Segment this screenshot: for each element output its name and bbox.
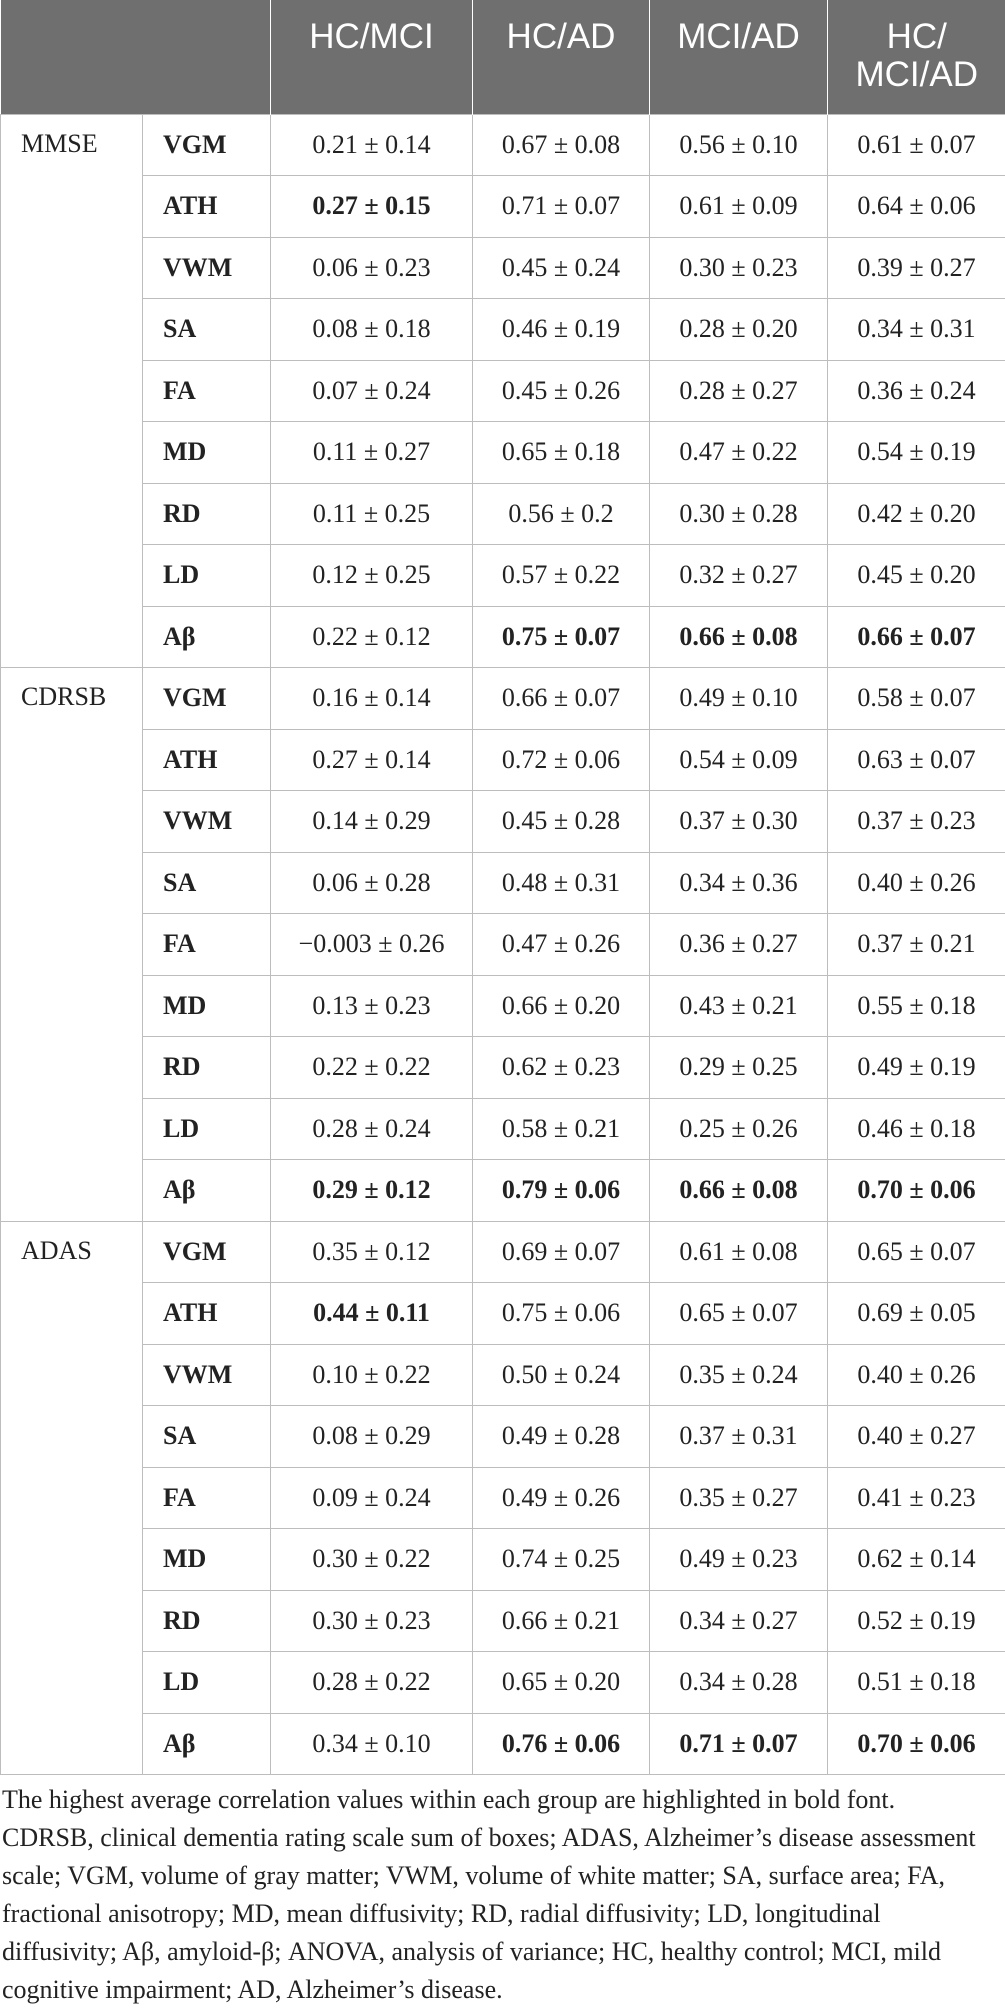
value-cell: 0.35 ± 0.27 [650, 1467, 828, 1529]
value-cell: 0.66 ± 0.07 [828, 606, 1005, 668]
table-row [1, 1344, 1005, 1406]
value-cell: 0.36 ± 0.24 [828, 360, 1005, 422]
value-cell: 0.75 ± 0.07 [473, 606, 650, 668]
scale-label: MMSE [1, 114, 143, 668]
metric-label: LD [143, 545, 271, 607]
metric-label: SA [143, 299, 271, 361]
value-cell: 0.71 ± 0.07 [473, 176, 650, 238]
table-row [1, 914, 1005, 976]
table-row [1, 606, 1005, 668]
table-row [1, 422, 1005, 484]
value-cell: 0.27 ± 0.14 [271, 729, 473, 791]
value-cell: 0.28 ± 0.20 [650, 299, 828, 361]
value-cell: 0.71 ± 0.07 [650, 1713, 828, 1775]
metric-label: RD [143, 1037, 271, 1099]
value-cell: 0.67 ± 0.08 [473, 114, 650, 176]
value-cell: 0.65 ± 0.20 [473, 1652, 650, 1714]
value-cell: 0.69 ± 0.07 [473, 1221, 650, 1283]
metric-label: MD [143, 975, 271, 1037]
metric-label: MD [143, 1529, 271, 1591]
value-cell: 0.66 ± 0.08 [650, 1160, 828, 1222]
table-row [1, 975, 1005, 1037]
scale-label: ADAS [1, 1221, 143, 1775]
value-cell: 0.27 ± 0.15 [271, 176, 473, 238]
header-row [1, 0, 1005, 114]
value-cell: 0.28 ± 0.24 [271, 1098, 473, 1160]
table-row [1, 299, 1005, 361]
value-cell: 0.75 ± 0.06 [473, 1283, 650, 1345]
table-row [1, 729, 1005, 791]
value-cell: 0.28 ± 0.27 [650, 360, 828, 422]
header-mci-ad: MCI/AD [650, 0, 828, 114]
table-header [1, 0, 1005, 114]
value-cell: 0.14 ± 0.29 [271, 791, 473, 853]
table-row [1, 1406, 1005, 1468]
metric-label: Aβ [143, 1160, 271, 1222]
value-cell: 0.08 ± 0.29 [271, 1406, 473, 1468]
metric-label: VGM [143, 668, 271, 730]
value-cell: 0.47 ± 0.26 [473, 914, 650, 976]
value-cell: 0.06 ± 0.23 [271, 237, 473, 299]
table-row [1, 1037, 1005, 1099]
value-cell: 0.49 ± 0.23 [650, 1529, 828, 1591]
table-row [1, 852, 1005, 914]
table-row [1, 668, 1005, 730]
value-cell: 0.49 ± 0.10 [650, 668, 828, 730]
metric-label: LD [143, 1098, 271, 1160]
value-cell: 0.58 ± 0.21 [473, 1098, 650, 1160]
table-row [1, 176, 1005, 238]
value-cell: 0.10 ± 0.22 [271, 1344, 473, 1406]
value-cell: 0.12 ± 0.25 [271, 545, 473, 607]
value-cell: 0.76 ± 0.06 [473, 1713, 650, 1775]
value-cell: 0.64 ± 0.06 [828, 176, 1005, 238]
table-body [1, 114, 1005, 1775]
value-cell: 0.61 ± 0.09 [650, 176, 828, 238]
metric-label: VWM [143, 791, 271, 853]
value-cell: 0.43 ± 0.21 [650, 975, 828, 1037]
metric-label: VGM [143, 114, 271, 176]
metric-label: Aβ [143, 1713, 271, 1775]
metric-label: SA [143, 1406, 271, 1468]
metric-label: ATH [143, 1283, 271, 1345]
table-row [1, 791, 1005, 853]
metric-label: MD [143, 422, 271, 484]
value-cell: 0.39 ± 0.27 [828, 237, 1005, 299]
value-cell: 0.06 ± 0.28 [271, 852, 473, 914]
value-cell: 0.37 ± 0.31 [650, 1406, 828, 1468]
value-cell: 0.46 ± 0.19 [473, 299, 650, 361]
value-cell: 0.56 ± 0.10 [650, 114, 828, 176]
value-cell: 0.61 ± 0.08 [650, 1221, 828, 1283]
value-cell: 0.35 ± 0.12 [271, 1221, 473, 1283]
table-row [1, 545, 1005, 607]
value-cell: 0.44 ± 0.11 [271, 1283, 473, 1345]
value-cell: 0.42 ± 0.20 [828, 483, 1005, 545]
value-cell: 0.49 ± 0.28 [473, 1406, 650, 1468]
value-cell: 0.49 ± 0.26 [473, 1467, 650, 1529]
metric-label: RD [143, 1590, 271, 1652]
value-cell: 0.32 ± 0.27 [650, 545, 828, 607]
value-cell: 0.30 ± 0.23 [271, 1590, 473, 1652]
value-cell: 0.70 ± 0.06 [828, 1160, 1005, 1222]
value-cell: 0.34 ± 0.10 [271, 1713, 473, 1775]
metric-label: VGM [143, 1221, 271, 1283]
value-cell: 0.56 ± 0.2 [473, 483, 650, 545]
value-cell: 0.47 ± 0.22 [650, 422, 828, 484]
value-cell: 0.45 ± 0.28 [473, 791, 650, 853]
metric-label: ATH [143, 729, 271, 791]
value-cell: 0.07 ± 0.24 [271, 360, 473, 422]
value-cell: 0.34 ± 0.36 [650, 852, 828, 914]
table-row [1, 1283, 1005, 1345]
header-hc-mci: HC/MCI [271, 0, 473, 114]
value-cell: 0.11 ± 0.27 [271, 422, 473, 484]
value-cell: 0.50 ± 0.24 [473, 1344, 650, 1406]
value-cell: 0.62 ± 0.23 [473, 1037, 650, 1099]
header-hc-mci-ad: HC/ MCI/AD [828, 0, 1005, 114]
metric-label: RD [143, 483, 271, 545]
metric-label: VWM [143, 237, 271, 299]
value-cell: 0.30 ± 0.22 [271, 1529, 473, 1591]
value-cell: 0.58 ± 0.07 [828, 668, 1005, 730]
value-cell: 0.08 ± 0.18 [271, 299, 473, 361]
value-cell: 0.34 ± 0.27 [650, 1590, 828, 1652]
value-cell: 0.16 ± 0.14 [271, 668, 473, 730]
value-cell: 0.51 ± 0.18 [828, 1652, 1005, 1714]
value-cell: 0.40 ± 0.26 [828, 852, 1005, 914]
table-row [1, 237, 1005, 299]
metric-label: Aβ [143, 606, 271, 668]
value-cell: 0.48 ± 0.31 [473, 852, 650, 914]
value-cell: 0.36 ± 0.27 [650, 914, 828, 976]
metric-label: SA [143, 852, 271, 914]
value-cell: 0.65 ± 0.18 [473, 422, 650, 484]
table-row [1, 1713, 1005, 1775]
value-cell: 0.22 ± 0.22 [271, 1037, 473, 1099]
value-cell: 0.37 ± 0.21 [828, 914, 1005, 976]
value-cell: 0.34 ± 0.28 [650, 1652, 828, 1714]
value-cell: 0.62 ± 0.14 [828, 1529, 1005, 1591]
value-cell: 0.28 ± 0.22 [271, 1652, 473, 1714]
value-cell: 0.37 ± 0.30 [650, 791, 828, 853]
value-cell: 0.49 ± 0.19 [828, 1037, 1005, 1099]
table-row [1, 360, 1005, 422]
value-cell: 0.29 ± 0.12 [271, 1160, 473, 1222]
footnote-abbreviations: CDRSB, clinical dementia rating scale sum of boxes; ADAS, Alzheimer’s disease assessment scale; VGM, volume of gray matter; VWM, volume of white matter; SA, surface area; FA, fractional anisotropy; MD, mean diffusivity; RD, radial diffusivity; LD, longitudinal diffusivity; Aβ, amyloid-β; ANOVA, analysis of variance; HC, healthy control; MCI, mild cognitive impairment; AD, Alzheimer’s disease. [2, 1823, 976, 2004]
value-cell: 0.70 ± 0.06 [828, 1713, 1005, 1775]
footnote-bold-note: The highest average correlation values within each group are highlighted in bold font. [2, 1785, 896, 1814]
value-cell: 0.25 ± 0.26 [650, 1098, 828, 1160]
value-cell: 0.40 ± 0.26 [828, 1344, 1005, 1406]
value-cell: 0.45 ± 0.20 [828, 545, 1005, 607]
table-footnote [0, 1781, 987, 2009]
metric-label: FA [143, 1467, 271, 1529]
value-cell: 0.65 ± 0.07 [828, 1221, 1005, 1283]
value-cell: 0.22 ± 0.12 [271, 606, 473, 668]
value-cell: 0.72 ± 0.06 [473, 729, 650, 791]
value-cell: 0.09 ± 0.24 [271, 1467, 473, 1529]
value-cell: 0.79 ± 0.06 [473, 1160, 650, 1222]
value-cell: 0.30 ± 0.23 [650, 237, 828, 299]
value-cell: 0.34 ± 0.31 [828, 299, 1005, 361]
header-blank-cell [1, 0, 271, 114]
header-hc-ad: HC/AD [473, 0, 650, 114]
table-row [1, 1160, 1005, 1222]
value-cell: 0.66 ± 0.08 [650, 606, 828, 668]
value-cell: 0.21 ± 0.14 [271, 114, 473, 176]
value-cell: 0.35 ± 0.24 [650, 1344, 828, 1406]
metric-label: ATH [143, 176, 271, 238]
value-cell: 0.11 ± 0.25 [271, 483, 473, 545]
value-cell: 0.57 ± 0.22 [473, 545, 650, 607]
value-cell: 0.66 ± 0.20 [473, 975, 650, 1037]
value-cell: 0.46 ± 0.18 [828, 1098, 1005, 1160]
value-cell: 0.52 ± 0.19 [828, 1590, 1005, 1652]
value-cell: 0.66 ± 0.21 [473, 1590, 650, 1652]
metric-label: VWM [143, 1344, 271, 1406]
value-cell: 0.30 ± 0.28 [650, 483, 828, 545]
table-row [1, 114, 1005, 176]
value-cell: 0.55 ± 0.18 [828, 975, 1005, 1037]
value-cell: 0.45 ± 0.26 [473, 360, 650, 422]
table-row [1, 1221, 1005, 1283]
metric-label: FA [143, 360, 271, 422]
value-cell: 0.54 ± 0.19 [828, 422, 1005, 484]
value-cell: 0.41 ± 0.23 [828, 1467, 1005, 1529]
value-cell: 0.65 ± 0.07 [650, 1283, 828, 1345]
value-cell: 0.37 ± 0.23 [828, 791, 1005, 853]
value-cell: 0.40 ± 0.27 [828, 1406, 1005, 1468]
value-cell: 0.63 ± 0.07 [828, 729, 1005, 791]
value-cell: 0.13 ± 0.23 [271, 975, 473, 1037]
value-cell: 0.45 ± 0.24 [473, 237, 650, 299]
metric-label: LD [143, 1652, 271, 1714]
table-row [1, 1098, 1005, 1160]
table-row [1, 483, 1005, 545]
value-cell: 0.54 ± 0.09 [650, 729, 828, 791]
value-cell: 0.29 ± 0.25 [650, 1037, 828, 1099]
value-cell: 0.61 ± 0.07 [828, 114, 1005, 176]
table-row [1, 1529, 1005, 1591]
value-cell: 0.66 ± 0.07 [473, 668, 650, 730]
table-row [1, 1652, 1005, 1714]
metric-label: FA [143, 914, 271, 976]
value-cell: 0.69 ± 0.05 [828, 1283, 1005, 1345]
value-cell: 0.74 ± 0.25 [473, 1529, 650, 1591]
table-row [1, 1590, 1005, 1652]
scale-label: CDRSB [1, 668, 143, 1222]
value-cell: −0.003 ± 0.26 [271, 914, 473, 976]
table-row [1, 1467, 1005, 1529]
